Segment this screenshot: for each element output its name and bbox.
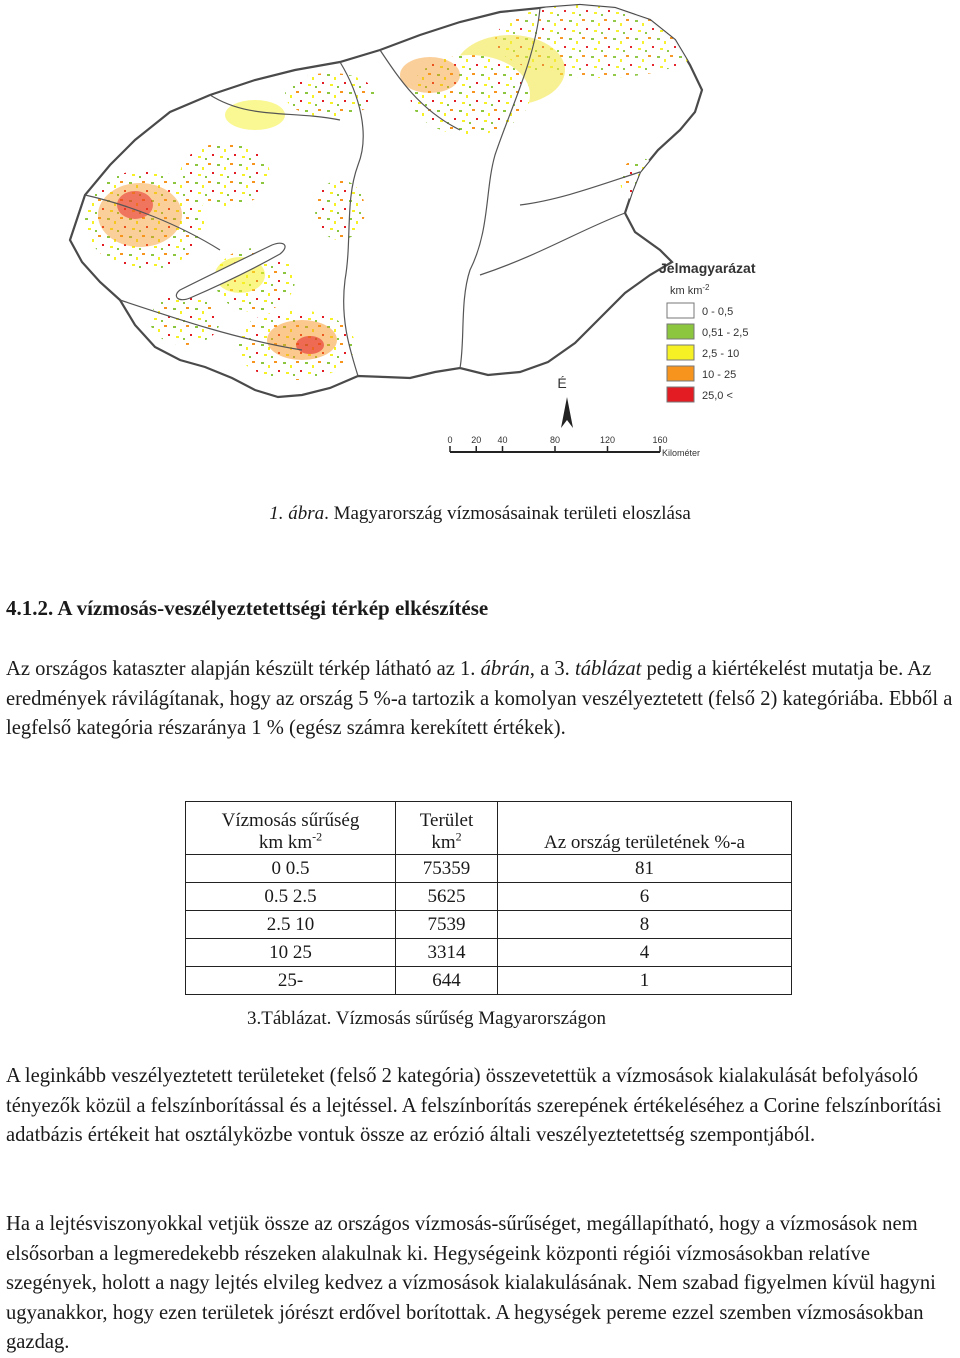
table-cell: 6 bbox=[498, 883, 792, 911]
table-row bbox=[186, 967, 792, 995]
legend-swatch bbox=[667, 366, 694, 381]
table-caption: 3.Táblázat. Vízmosás sűrűség Magyarországon bbox=[247, 1008, 606, 1029]
figure-caption-text: . Magyarország vízmosásainak területi eloszlása bbox=[324, 503, 691, 524]
table-cell: 7539 bbox=[396, 911, 498, 939]
analysis-paragraph: A leginkább veszélyeztetett területeket (felső 2 kategória) összevetettük a vízmosások kialakulását befolyásoló tényezők közül a felszínborítással és a lejtéssel. A felszínborítás szerepének értékeléséhez a Corine felszínborítási adatbázis értékeit hat osztályközbe vontuk össze az erózió általi veszélyeztetettség szempontjából. bbox=[6, 1065, 942, 1146]
table-body bbox=[186, 855, 792, 995]
legend-label: 0,51 - 2,5 bbox=[702, 327, 749, 339]
hungary-gully-map bbox=[40, 0, 770, 475]
table-cell: 25- bbox=[186, 967, 396, 995]
table-cell: 75359 bbox=[396, 855, 498, 883]
table-cell: 1 bbox=[498, 967, 792, 995]
table-cell: 10 25 bbox=[186, 939, 396, 967]
scale-bar bbox=[447, 435, 700, 458]
map-legend bbox=[659, 260, 756, 402]
table-cell: 0.5 2.5 bbox=[186, 883, 396, 911]
intro-paragraph: Az országos kataszter alapján készült térkép látható az 1. ábrán, a 3. táblázat pedig a kiértékelést mutatja be. Az eredmények rávilágítanak, hogy az ország 5 %-a tartozik a komolyan veszélyeztetett (felső 2) kategóriába. Ebből a legfelső kategória részaránya 1 % (egész számra kerekített értékek). bbox=[6, 658, 953, 739]
legend-unit-exp: -2 bbox=[702, 283, 710, 292]
figure-reference: ábrán bbox=[480, 658, 530, 680]
legend-label: 25,0 < bbox=[702, 390, 733, 402]
scale-tick-label: 80 bbox=[549, 435, 561, 445]
table-row bbox=[186, 939, 792, 967]
scale-ticks bbox=[447, 435, 667, 452]
legend-title: Jelmagyarázat bbox=[659, 260, 756, 276]
table-cell: 644 bbox=[396, 967, 498, 995]
legend-swatch bbox=[667, 345, 694, 360]
north-arrow-icon bbox=[561, 397, 573, 428]
svg-text:km km-2 bbox=[670, 283, 710, 297]
table-row bbox=[186, 883, 792, 911]
table-cell: 0 0.5 bbox=[186, 855, 396, 883]
table-reference: táblázat bbox=[574, 658, 642, 680]
legend-swatch bbox=[667, 387, 694, 402]
table-cell: 2.5 10 bbox=[186, 911, 396, 939]
legend-label: 10 - 25 bbox=[702, 369, 737, 381]
figure-caption-number: 1. ábra bbox=[269, 503, 325, 524]
density-table bbox=[185, 801, 792, 995]
legend-items bbox=[667, 303, 748, 402]
header-area: Terület $km^2$ bbox=[396, 802, 498, 855]
scale-tick-label: 0 bbox=[447, 435, 453, 445]
scale-tick-label: 40 bbox=[497, 435, 508, 445]
legend-unit: km km bbox=[670, 285, 703, 297]
scale-tick-label: 160 bbox=[652, 435, 668, 445]
legend-label: 0 - 0,5 bbox=[702, 306, 734, 318]
scale-tick-label: 120 bbox=[599, 435, 616, 445]
north-arrow bbox=[557, 375, 573, 428]
legend-swatch bbox=[667, 324, 694, 339]
table-cell: 5625 bbox=[396, 883, 498, 911]
north-label: É bbox=[557, 375, 567, 391]
table-row bbox=[186, 911, 792, 939]
map-svg bbox=[40, 0, 770, 475]
figure-caption bbox=[0, 503, 960, 525]
legend-label: 2,5 - 10 bbox=[702, 348, 740, 360]
table-header-row bbox=[186, 802, 792, 855]
scale-unit: Kilométer bbox=[662, 448, 701, 458]
table-cell: 8 bbox=[498, 911, 792, 939]
table-row bbox=[186, 855, 792, 883]
scale-tick-label: 20 bbox=[471, 435, 482, 445]
table-cell: 3314 bbox=[396, 939, 498, 967]
header-density: Vízmosás sűrűség km $km^{-2}$ bbox=[186, 802, 396, 855]
slope-paragraph: Ha a lejtésviszonyokkal vetjük össze az országos vízmosás-sűrűséget, megállapítható, hogy a vízmosások nem elsősorban a legmeredekebb részeken alakulnak ki. Hegységeink központi régiói vízmosásokban relatíve szegények, holott a nagy lejtés elvileg kedvez a vízmosások kialakulásának. Nem szabad figyelmen kívül hagyni ugyanakkor, hogy ezen területek jórészt erdővel borítottak. A hegységek pereme ezzel szemben vízmosásokban gazdag. bbox=[6, 1213, 936, 1353]
header-percent: Az ország területének %-a bbox=[498, 802, 792, 855]
legend-swatch bbox=[667, 303, 694, 318]
table-cell: 4 bbox=[498, 939, 792, 967]
table-cell: 81 bbox=[498, 855, 792, 883]
section-heading: 4.1.2. A vízmosás-veszélyeztetettségi térkép elkészítése bbox=[6, 596, 489, 620]
